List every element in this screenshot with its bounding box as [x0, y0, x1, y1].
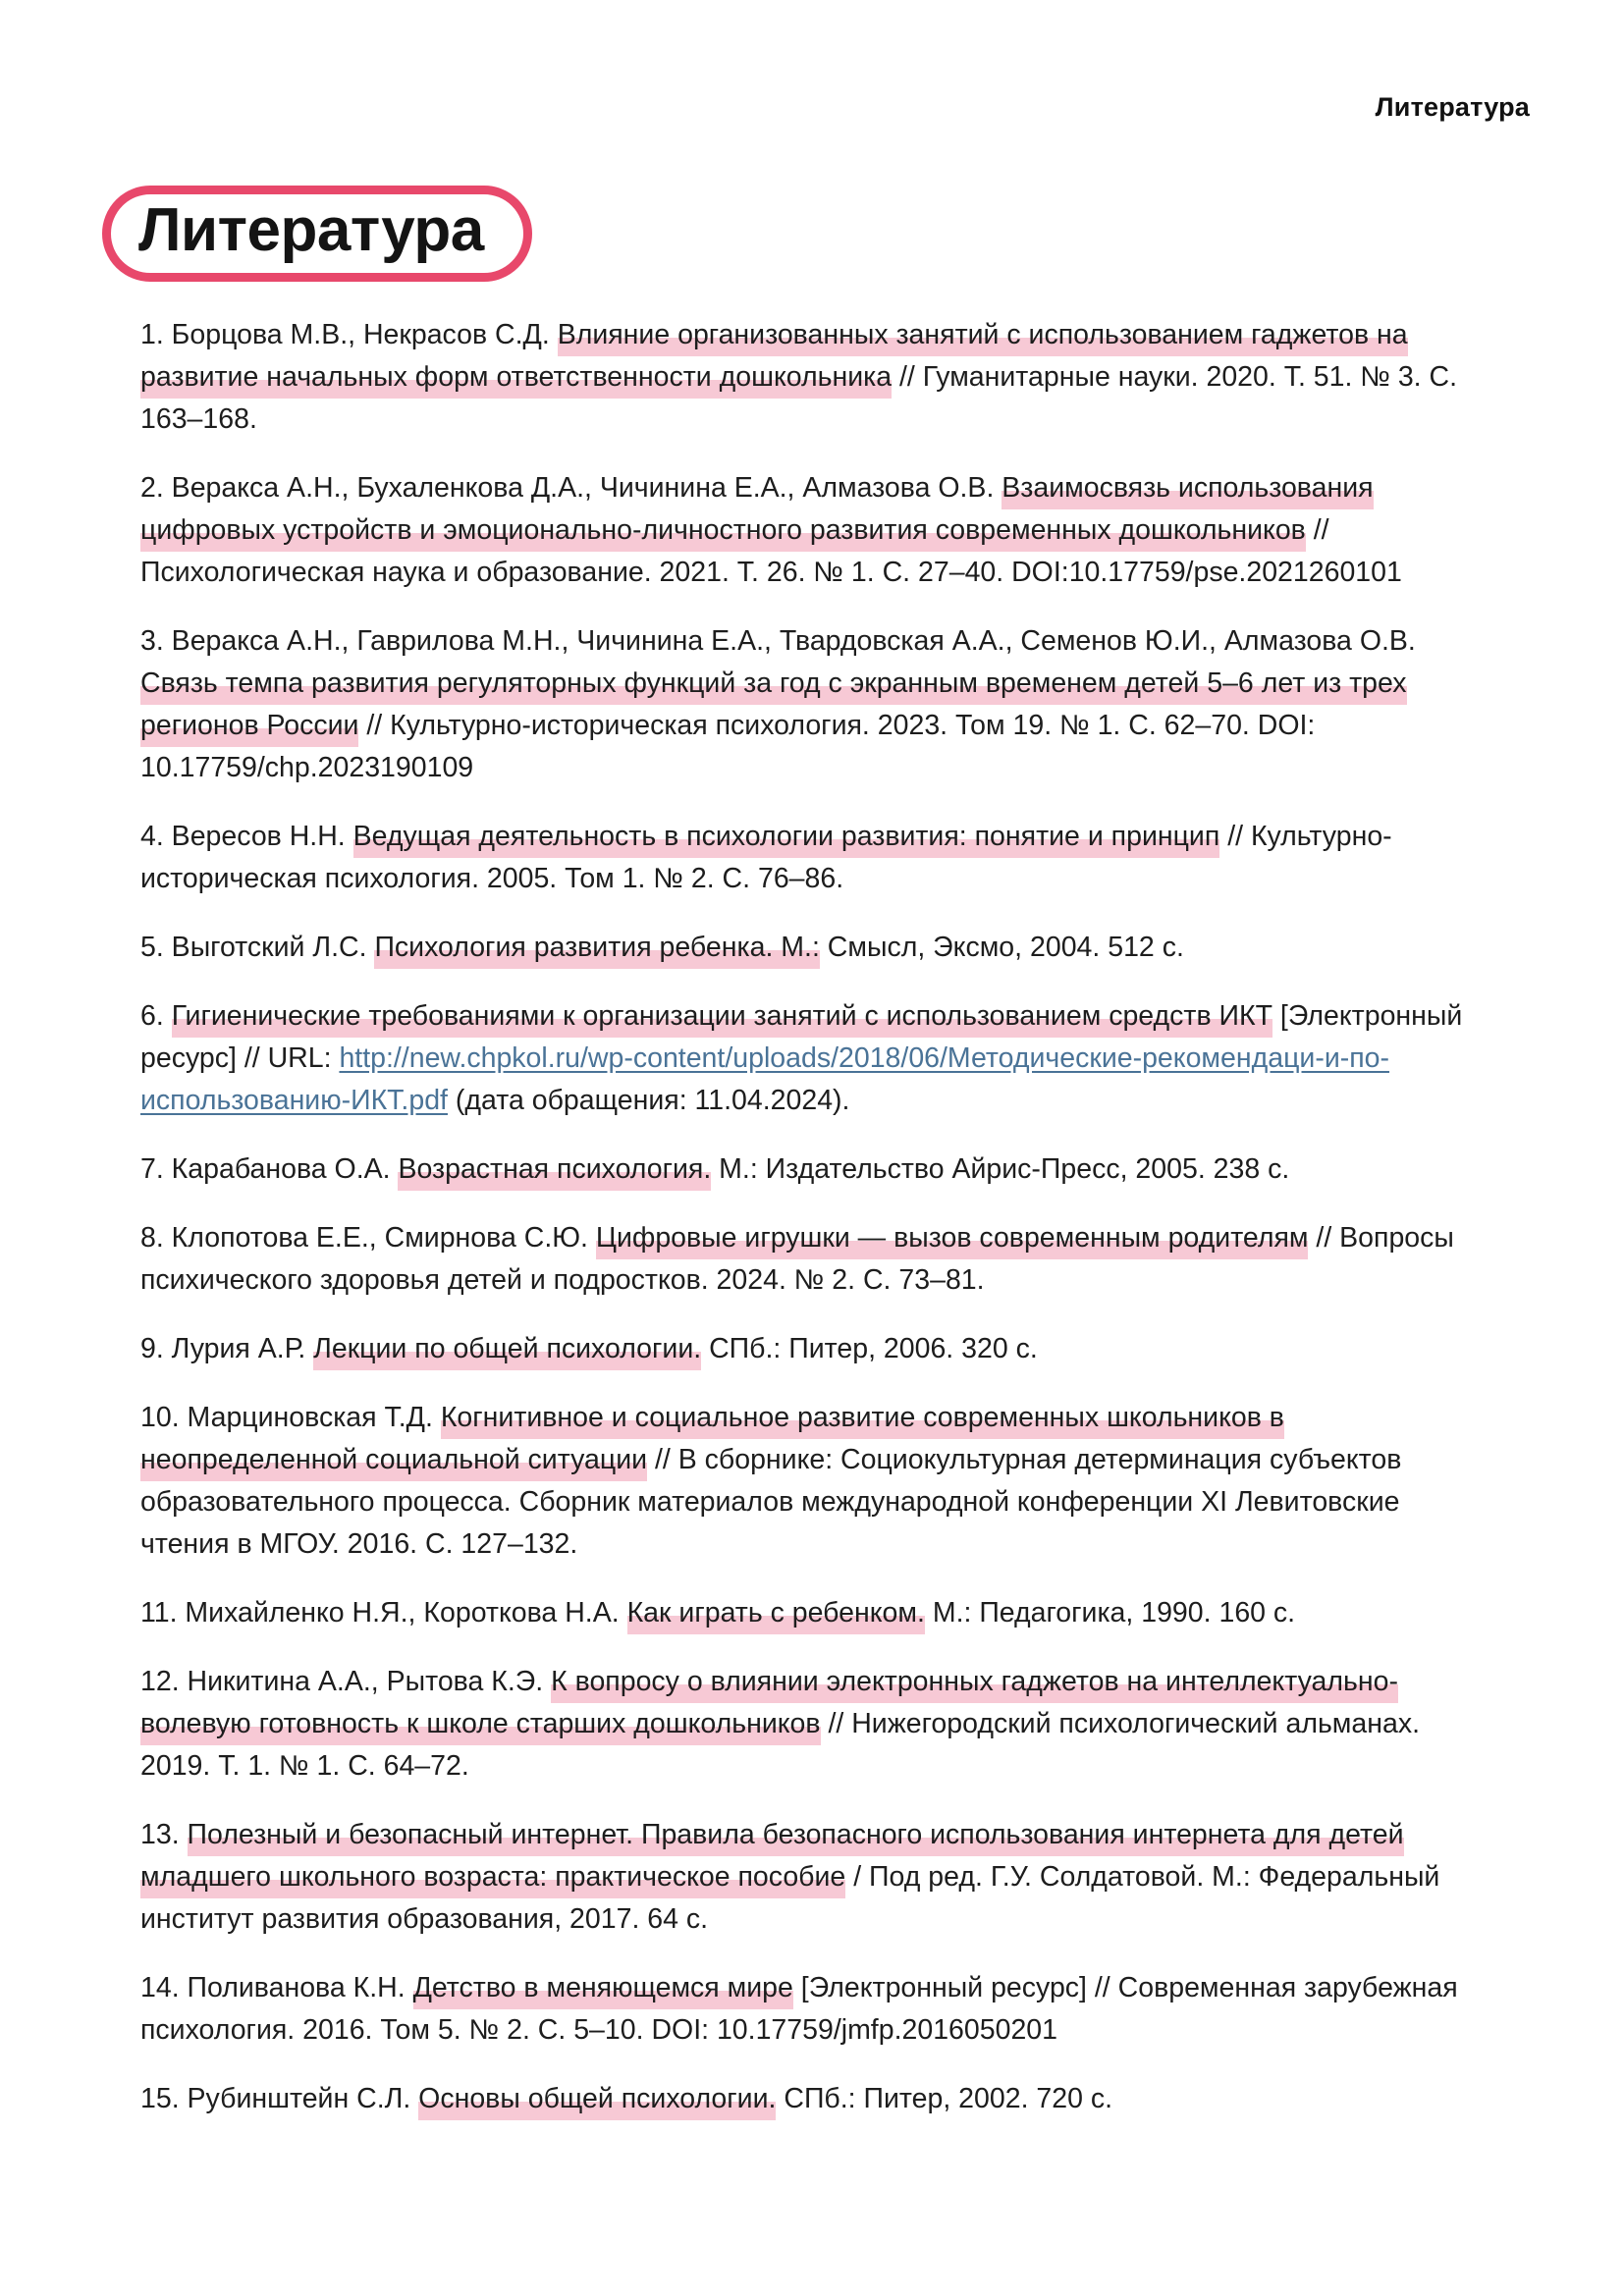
reference-text: // Психологическая наука и образование. 2021. Т. 26. № 1. С. 27–40. DOI:10.17759/pse.2021260101	[140, 514, 1402, 588]
reference-text: 11. Михайленко Н.Я., Короткова Н.А.	[140, 1597, 627, 1629]
running-header: Литература	[1375, 92, 1530, 122]
reference-item	[140, 1148, 1488, 1191]
reference-item	[140, 1217, 1488, 1302]
highlighted-text: Цифровые игрушки — вызов современным родителям	[596, 1222, 1309, 1259]
reference-text: // Гуманитарные науки. 2020. Т. 51. № 3. С. 163–168.	[140, 361, 1458, 435]
reference-text: // В сборнике: Социокультурная детерминация субъектов образовательного процесса. Сборник материалов международной конференции XI Левитовские чтения в МГОУ. 2016. С. 127–132.	[140, 1444, 1402, 1560]
reference-text: // Вопросы психического здоровья детей и подростков. 2024. № 2. С. 73–81.	[140, 1222, 1454, 1296]
reference-text: 15. Рубинштейн С.Л.	[140, 2083, 419, 2114]
highlighted-text: К вопросу о влиянии электронных гаджетов на интеллектуально-волевую готовность к школе старших дошкольников	[140, 1666, 1398, 1745]
reference-text: 8. Клопотова Е.Е., Смирнова С.Ю.	[140, 1222, 596, 1254]
reference-item	[140, 1661, 1488, 1788]
reference-text: (дата обращения: 11.04.2024).	[447, 1085, 850, 1116]
reference-item	[140, 1397, 1488, 1566]
reference-text: 10. Марциновская Т.Д.	[140, 1402, 441, 1433]
highlighted-text: Связь темпа развития регуляторных функций за год с экранным временем детей 5–6 лет из трех регионов России	[140, 667, 1407, 747]
highlighted-text: Лекции по общей психологии.	[313, 1333, 701, 1370]
reference-text: / Под ред. Г.У. Солдатовой. М.: Федеральный институт развития образования, 2017. 64 с.	[140, 1861, 1440, 1935]
reference-item	[140, 1328, 1488, 1370]
highlighted-text: Ведущая деятельность в психологии развития: понятие и принцип	[353, 821, 1220, 858]
reference-item	[140, 1814, 1488, 1941]
reference-text: 1. Борцова М.В., Некрасов С.Д.	[140, 319, 558, 350]
reference-text: // Культурно-историческая психология. 2005. Том 1. № 2. С. 76–86.	[140, 821, 1392, 894]
reference-item	[140, 2078, 1488, 2120]
reference-text: 6.	[140, 1000, 172, 1032]
highlighted-text: Гигиенические требованиями к организации занятий с использованием средств ИКТ	[172, 1000, 1272, 1038]
reference-link[interactable]: http://new.chpkol.ru/wp-content/uploads/2018/06/Методические-рекомендаци-и-по-использованию-ИКТ.pdf	[140, 1042, 1390, 1116]
highlighted-text: Психология развития ребенка. М.:	[374, 932, 819, 969]
reference-item	[140, 995, 1488, 1122]
reference-text: СПб.: Питер, 2006. 320 с.	[701, 1333, 1038, 1364]
highlighted-text: Влияние организованных занятий с использованием гаджетов на развитие начальных форм ответственности дошкольника	[140, 319, 1408, 399]
reference-item	[140, 314, 1488, 441]
highlighted-text: Детство в меняющемся мире	[413, 1972, 793, 2009]
reference-text: 7. Карабанова О.А.	[140, 1153, 399, 1185]
reference-item	[140, 620, 1488, 789]
reference-text: 14. Поливанова К.Н.	[140, 1972, 413, 2003]
reference-item	[140, 467, 1488, 594]
reference-text: 5. Выготский Л.С.	[140, 932, 375, 963]
reference-text: 3. Веракса А.Н., Гаврилова М.Н., Чичинина Е.А., Твардовская А.А., Семенов Ю.И., Алмазова О.В.	[140, 625, 1416, 657]
highlighted-text: Как играть с ребенком.	[627, 1597, 925, 1634]
highlighted-text: Основы общей психологии.	[418, 2083, 776, 2120]
highlighted-text: Взаимосвязь использования цифровых устройств и эмоционально-личностного развития современных дошкольников	[140, 472, 1374, 552]
highlighted-text: Полезный и безопасный интернет. Правила безопасного использования интернета для детей младшего школьного возраста: практическое пособие	[140, 1819, 1404, 1898]
reference-text: М.: Издательство Айрис-Пресс, 2005. 238 с.	[711, 1153, 1290, 1185]
reference-item	[140, 1967, 1488, 2052]
reference-text: СПб.: Питер, 2002. 720 с.	[776, 2083, 1113, 2114]
reference-text: 13.	[140, 1819, 188, 1850]
reference-text: 9. Лурия А.Р.	[140, 1333, 314, 1364]
reference-text: Смысл, Эксмо, 2004. 512 с.	[819, 932, 1184, 963]
reference-text: [Электронный ресурс] // URL:	[140, 1000, 1463, 1074]
title-badge-outline	[102, 186, 532, 282]
reference-text: // Нижегородский психологический альманах. 2019. Т. 1. № 1. С. 64–72.	[140, 1708, 1420, 1782]
reference-text: 12. Никитина А.А., Рытова К.Э.	[140, 1666, 552, 1697]
highlighted-text: Когнитивное и социальное развитие современных школьников в неопределенной социальной ситуации	[140, 1402, 1284, 1481]
references-list	[140, 314, 1488, 2147]
reference-text: 2. Веракса А.Н., Бухаленкова Д.А., Чичинина Е.А., Алмазова О.В.	[140, 472, 1002, 504]
reference-text: // Культурно-историческая психология. 2023. Том 19. № 1. С. 62–70. DOI: 10.17759/chp.2023190109	[140, 710, 1316, 783]
reference-text: М.: Педагогика, 1990. 160 с.	[924, 1597, 1296, 1629]
reference-item	[140, 816, 1488, 900]
reference-item	[140, 927, 1488, 969]
reference-text: [Электронный ресурс] // Современная зарубежная психология. 2016. Том 5. № 2. С. 5–10. DOI: 10.17759/jmfp.2016050201	[140, 1972, 1458, 2046]
highlighted-text: Возрастная психология.	[398, 1153, 711, 1191]
page-title: Литература	[138, 196, 484, 264]
reference-item	[140, 1592, 1488, 1634]
reference-text: 4. Вересов Н.Н.	[140, 821, 353, 852]
